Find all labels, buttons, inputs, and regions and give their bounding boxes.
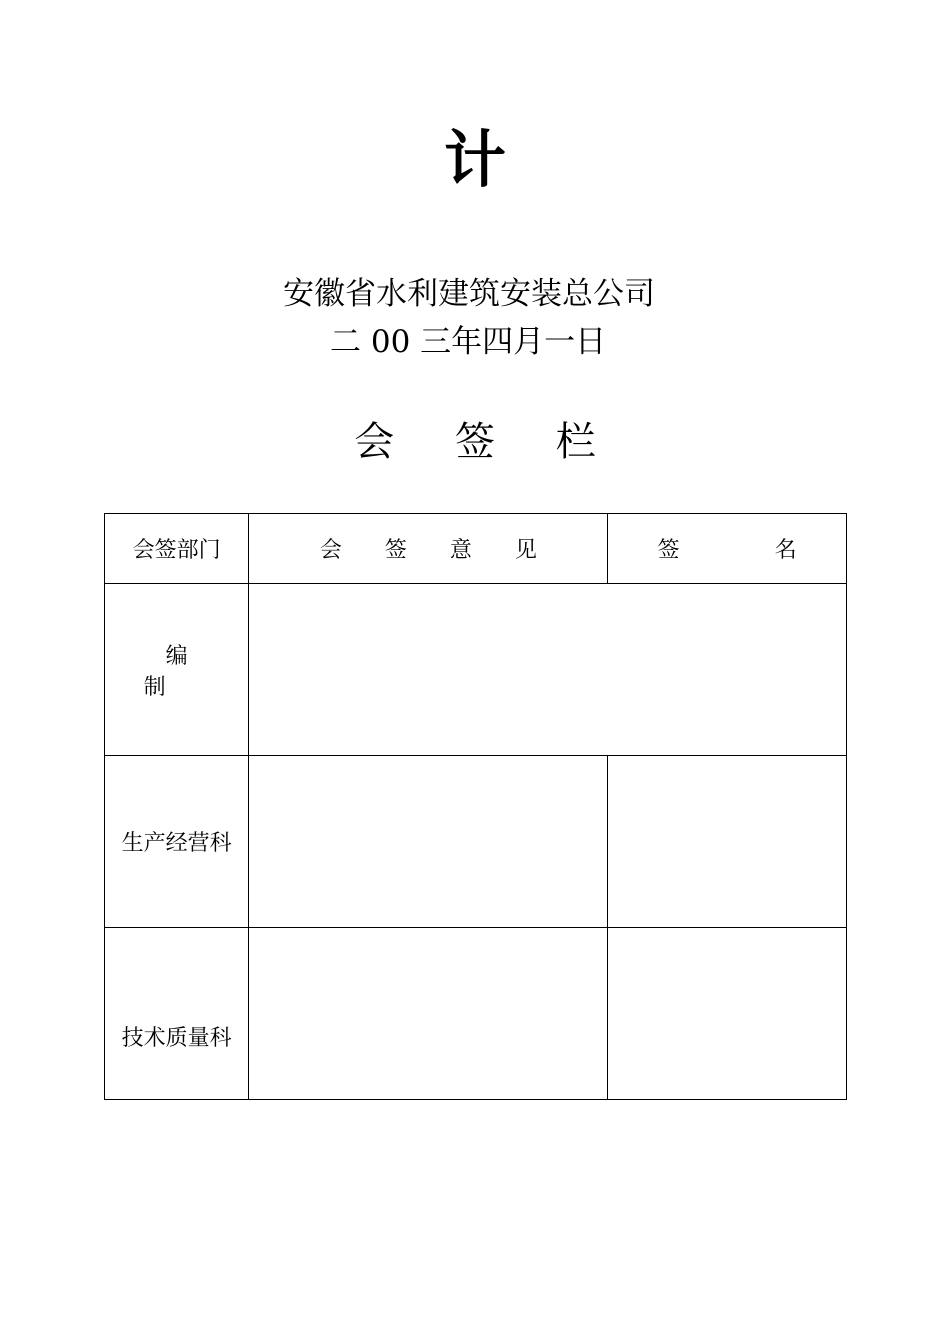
header-signature [608,514,847,584]
table-row [105,928,847,1100]
row-opinion-cell[interactable] [249,928,608,1100]
section-title [0,412,950,472]
row-department [105,584,249,756]
header-signature-label: 签 名 [657,538,841,563]
section-title-char-3: 栏 [555,419,596,465]
row-opinion-cell[interactable] [249,584,847,756]
table-row [105,584,847,756]
table-row [105,756,847,928]
row-signature-cell[interactable] [608,756,847,928]
row-opinion-cell[interactable] [249,756,608,928]
header-department: 会签部门 [105,514,249,584]
company-name: 安徽省水利建筑安装总公司 [283,276,655,312]
document-date: 二 00 三年四月一日 [330,324,607,360]
row-signature-cell[interactable] [608,928,847,1100]
section-title-char-1: 会 [354,419,395,465]
row-department-label: 编 制 [143,643,232,700]
header-opinion-label: 会 签 意 见 [319,538,555,563]
header-glyph: 计 [443,123,506,196]
row-department: 技术质量科 [105,928,249,1100]
row-department: 生产经营科 [105,756,249,928]
header-opinion [249,514,608,584]
table-header-row [105,514,847,584]
countersign-table [104,513,847,1100]
section-title-char-2: 签 [455,419,495,465]
